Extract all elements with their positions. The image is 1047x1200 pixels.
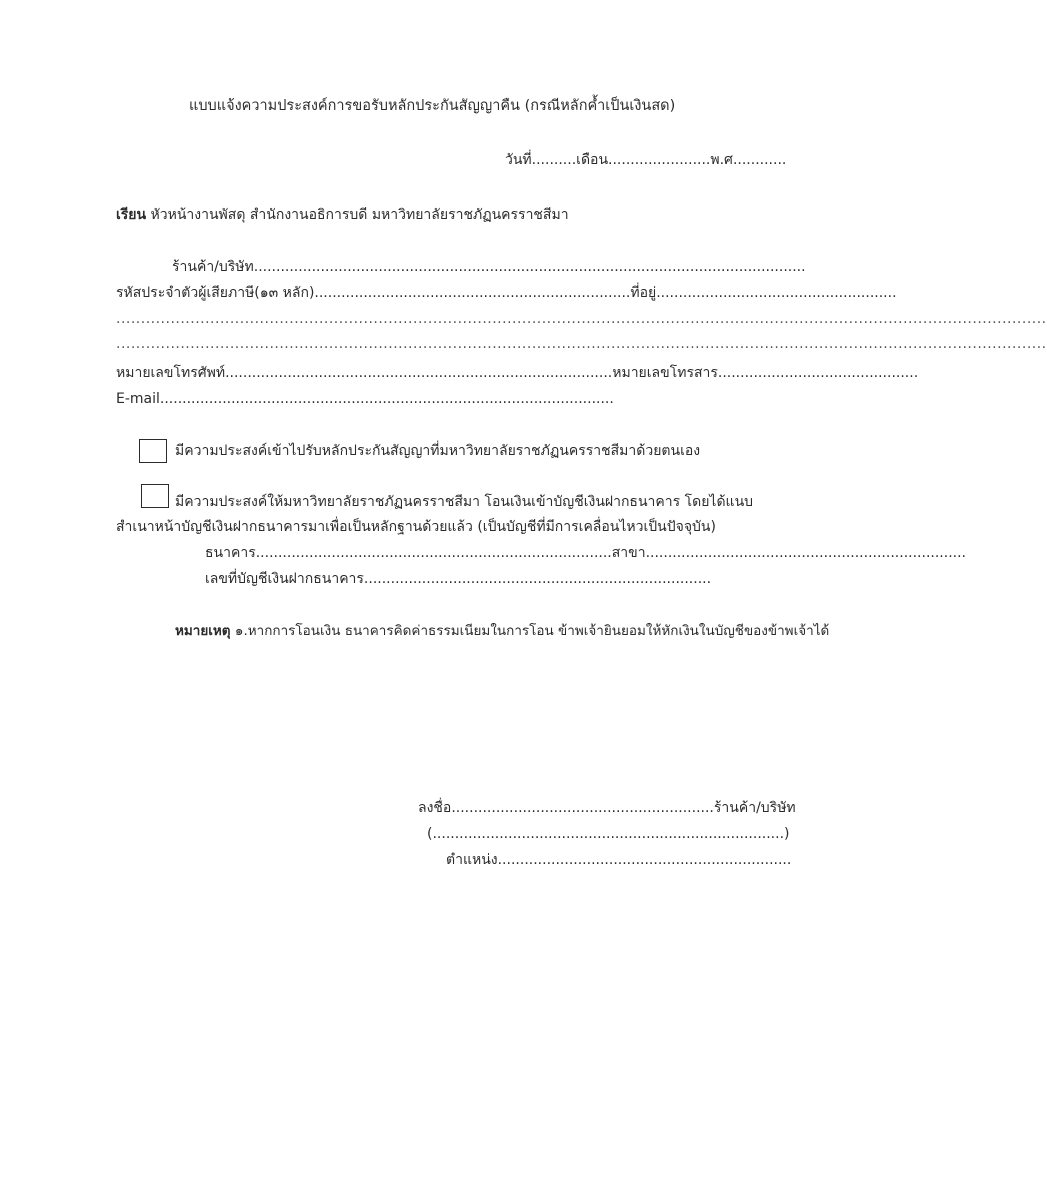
phone-fax-field: หมายเลขโทรศัพท์.......................................................................................หมายเลขโทรสาร............................................. — [116, 365, 919, 381]
address-line-2: ............................................................................................................................................................................................ — [116, 336, 1047, 352]
account-number-field: เลขที่บัญชีเงินฝากธนาคาร.............................................................................. — [205, 571, 712, 587]
signer-name-line: (...............................................................................) — [427, 826, 790, 842]
signature-line: ลงชื่อ...........................................................ร้านค้า/บริษัท — [418, 800, 796, 816]
shop-field: ร้านค้า/บริษัท............................................................................................................................ — [172, 259, 806, 275]
note-line — [175, 622, 829, 640]
note-text: ๑.หากการโอนเงิน ธนาคารคิดค่าธรรมเนียมในการโอน ข้าพเจ้ายินยอมให้หักเงินในบัญชีของข้าพเจ้าได้ — [234, 623, 830, 639]
bank-branch-field: ธนาคาร................................................................................สาขา........................................................................ — [205, 545, 966, 561]
signer-position-line: ตำแหน่ง.................................................................. — [446, 852, 792, 868]
email-field: E-mail...................................................................................................... — [116, 391, 614, 407]
taxid-address-field: รหัสประจำตัวผู้เสียภาษี(๑๓ หลัก).......................................................................ที่อยู่...................................................... — [116, 285, 897, 301]
recipient-line — [116, 206, 569, 224]
recipient-label: เรียน — [116, 207, 147, 223]
option-2-checkbox[interactable] — [141, 484, 169, 508]
date-line: วันที่..........เดือน.......................พ.ศ............ — [505, 152, 787, 168]
address-line-1: ............................................................................................................................................................................................ — [116, 311, 1047, 327]
option-1-checkbox[interactable] — [139, 439, 167, 463]
form-title: แบบแจ้งความประสงค์การขอรับหลักประกันสัญญาคืน (กรณีหลักค้ำเป็นเงินสด) — [189, 98, 676, 114]
option-2-text-line-1: มีความประสงค์ให้มหาวิทยาลัยราชภัฏนครราชสีมา โอนเงินเข้าบัญชีเงินฝากธนาคาร โดยได้แนบ — [175, 494, 754, 510]
option-2-text-line-2: สำเนาหน้าบัญชีเงินฝากธนาคารมาเพื่อเป็นหลักฐานด้วยแล้ว (เป็นบัญชีที่มีการเคลื่อนไหวเป็นปัจจุบัน) — [116, 519, 716, 535]
option-1-text: มีความประสงค์เข้าไปรับหลักประกันสัญญาที่มหาวิทยาลัยราชภัฏนครราชสีมาด้วยตนเอง — [175, 443, 701, 459]
note-label: หมายเหตุ — [175, 623, 231, 639]
recipient-text: หัวหน้างานพัสดุ สำนักงานอธิการบดี มหาวิทยาลัยราชภัฏนครราชสีมา — [150, 207, 569, 223]
